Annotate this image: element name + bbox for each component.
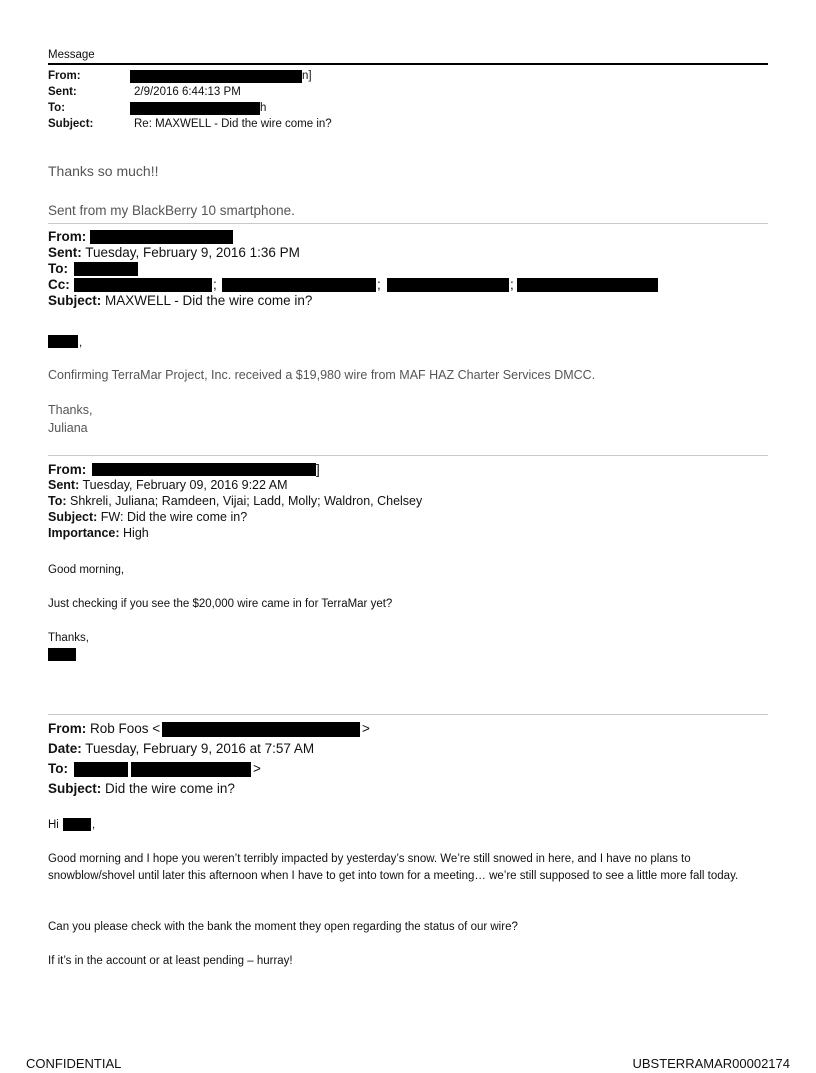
email4-to-suffix: > xyxy=(253,761,261,776)
sent-value: 2/9/2016 6:44:13 PM xyxy=(134,86,241,98)
redaction xyxy=(90,230,233,244)
redaction xyxy=(63,818,91,831)
redaction xyxy=(48,648,76,661)
email3-subject-label: Subject: xyxy=(48,510,98,524)
cc-separator: ; xyxy=(510,277,514,292)
redaction xyxy=(48,335,78,348)
email2-subject-label: Subject: xyxy=(48,293,102,308)
redaction xyxy=(130,102,260,115)
footer-confidential: CONFIDENTIAL xyxy=(26,1056,122,1071)
email3-importance-value: High xyxy=(123,526,149,540)
email2-sent xyxy=(48,245,300,260)
email4-para2: Can you please check with the bank the moment they open regarding the status of our wire? xyxy=(48,921,518,933)
redaction xyxy=(222,278,376,292)
redaction xyxy=(387,278,509,292)
email3-importance-label: Importance: xyxy=(48,526,120,540)
sent-label: Sent: xyxy=(48,86,77,98)
email3-sent-label: Sent: xyxy=(48,478,80,492)
subject-label: Subject: xyxy=(48,118,94,130)
cc-separator: ; xyxy=(213,277,217,292)
reply-body: Thanks so much!! xyxy=(48,163,159,179)
email3-sent xyxy=(48,478,287,492)
email4-greeting-prefix: Hi xyxy=(48,819,59,831)
email3-from-suffix: ] xyxy=(316,462,320,477)
email2-subject-value: MAXWELL - Did the wire come in? xyxy=(105,293,313,308)
from-suffix: n] xyxy=(302,70,312,82)
email4-date-label: Date: xyxy=(48,741,82,756)
email3-sent-value: Tuesday, February 09, 2016 9:22 AM xyxy=(82,478,288,492)
email4-greeting-suffix: , xyxy=(92,819,96,831)
email4-subject-label: Subject: xyxy=(48,781,102,796)
email4-from-suffix: > xyxy=(362,721,370,736)
redaction xyxy=(131,762,251,777)
email3-from-label: From: xyxy=(48,462,87,477)
email3-greeting: Good morning, xyxy=(48,564,125,576)
redaction xyxy=(74,262,138,276)
email2-cc-label: Cc: xyxy=(48,277,70,292)
divider xyxy=(48,714,768,715)
from-label: From: xyxy=(48,70,81,82)
to-suffix: h xyxy=(260,102,267,114)
email3-body: Just checking if you see the $20,000 wire came in for TerraMar yet? xyxy=(48,598,393,610)
email3-to-label: To: xyxy=(48,494,67,508)
email4-para1: Good morning and I hope you weren’t terribly impacted by yesterday’s snow. We’re still snowed in here, and I have no plans to snowblow/shovel until later this afternoon when I have to get into town for a meeting… we’re still supposed to see a little more fall today. xyxy=(48,853,739,882)
email4-from-label: From: xyxy=(48,721,87,736)
reply-signature: Sent from my BlackBerry 10 smartphone. xyxy=(48,203,295,218)
message-label: Message xyxy=(48,49,95,61)
redaction xyxy=(74,278,212,292)
redaction xyxy=(130,70,302,83)
email2-thanks: Thanks, xyxy=(48,403,93,417)
email4-para3: If it’s in the account or at least pending – hurray! xyxy=(48,955,293,967)
header-rule xyxy=(48,63,768,65)
email2-sent-value: Tuesday, February 9, 2016 1:36 PM xyxy=(85,245,300,260)
email2-body: Confirming TerraMar Project, Inc. received a $19,980 wire from MAF HAZ Charter Services DMCC. xyxy=(48,368,596,382)
email4-date-value: Tuesday, February 9, 2016 at 7:57 AM xyxy=(85,741,315,756)
email4-date xyxy=(48,741,314,756)
divider xyxy=(48,223,768,224)
email3-to-value: Shkreli, Juliana; Ramdeen, Vijai; Ladd, Molly; Waldron, Chelsey xyxy=(70,494,423,508)
email3-subject-value: FW: Did the wire come in? xyxy=(100,510,248,524)
email4-from xyxy=(48,721,160,736)
email3-thanks: Thanks, xyxy=(48,632,89,644)
redaction xyxy=(74,762,128,777)
subject-value: Re: MAXWELL - Did the wire come in? xyxy=(134,118,332,130)
email2-to-label: To: xyxy=(48,261,68,276)
email2-name: Juliana xyxy=(48,421,88,435)
redaction xyxy=(92,463,316,476)
cc-separator: ; xyxy=(377,277,381,292)
email3-importance xyxy=(48,526,149,540)
email3-subject xyxy=(48,510,247,524)
email2-from-label: From: xyxy=(48,229,87,244)
greeting-suffix: , xyxy=(79,337,83,349)
to-label: To: xyxy=(48,102,66,114)
redaction xyxy=(517,278,658,292)
email2-subject xyxy=(48,293,312,308)
email2-sent-label: Sent: xyxy=(48,245,82,260)
email4-from-value: Rob Foos < xyxy=(90,721,161,736)
email4-to-label: To: xyxy=(48,761,68,776)
redaction xyxy=(162,722,360,737)
divider xyxy=(48,455,768,456)
email4-subject xyxy=(48,781,235,796)
email3-to xyxy=(48,494,422,508)
footer-bates-number: UBSTERRAMAR00002174 xyxy=(632,1056,790,1071)
email4-subject-value: Did the wire come in? xyxy=(105,781,235,796)
